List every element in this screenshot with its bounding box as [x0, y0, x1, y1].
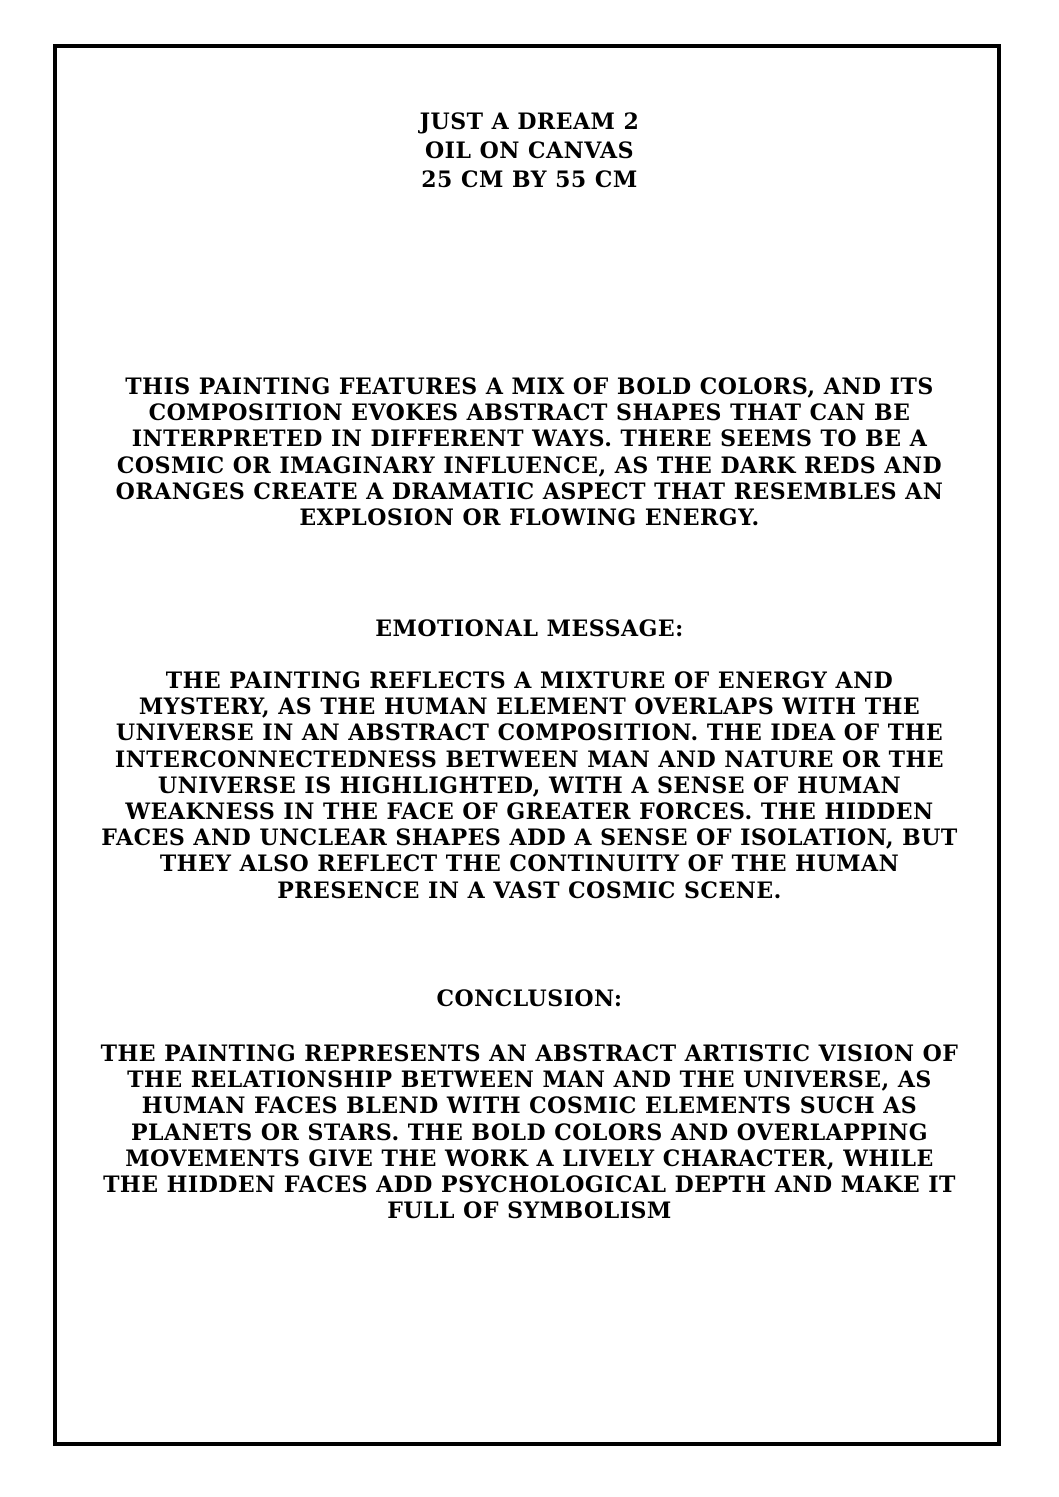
artwork-dimensions: 25 CM BY 55 CM	[421, 167, 638, 193]
emotional-message-heading: EMOTIONAL MESSAGE:	[375, 616, 684, 642]
artwork-title-block	[0, 108, 1059, 195]
emotional-message-paragraph: THE PAINTING REFLECTS A MIXTURE OF ENERGY AND MYSTERY, AS THE HUMAN ELEMENT OVERLAPS WITH THE UNIVERSE IN AN ABSTRACT COMPOSITION. THE IDEA OF THE INTERCONNECTEDNESS BETWEEN MAN AND NATURE OR THE UNIVERSE IS HIGHLIGHTED, WITH A SENSE OF HUMAN WEAKNESS IN THE FACE OF GREATER FORCES. THE HIDDEN FACES AND UNCLEAR SHAPES ADD A SENSE OF ISOLATION, BUT THEY ALSO REFLECT THE CONTINUITY OF THE HUMAN PRESENCE IN A VAST COSMIC SCENE.	[101, 668, 958, 904]
conclusion-paragraph: THE PAINTING REPRESENTS AN ABSTRACT ARTISTIC VISION OF THE RELATIONSHIP BETWEEN MAN AND THE UNIVERSE, AS HUMAN FACES BLEND WITH COSMIC ELEMENTS SUCH AS PLANETS OR STARS. THE BOLD COLORS AND OVERLAPPING MOVEMENTS GIVE THE WORK A LIVELY CHARACTER, WHILE THE HIDDEN FACES ADD PSYCHOLOGICAL DEPTH AND MAKE IT FULL OF SYMBOLISM	[100, 1041, 959, 1225]
conclusion-heading: CONCLUSION:	[436, 986, 623, 1012]
description-paragraph: THIS PAINTING FEATURES A MIX OF BOLD COLORS, AND ITS COMPOSITION EVOKES ABSTRACT SHAPES THAT CAN BE INTERPRETED IN DIFFERENT WAYS. THERE SEEMS TO BE A COSMIC OR IMAGINARY INFLUENCE, AS THE DARK REDS AND ORANGES CREATE A DRAMATIC ASPECT THAT RESEMBLES AN EXPLOSION OR FLOWING ENERGY.	[115, 374, 944, 532]
artwork-medium: OIL ON CANVAS	[424, 138, 635, 164]
artwork-title: JUST A DREAM 2	[419, 109, 640, 135]
